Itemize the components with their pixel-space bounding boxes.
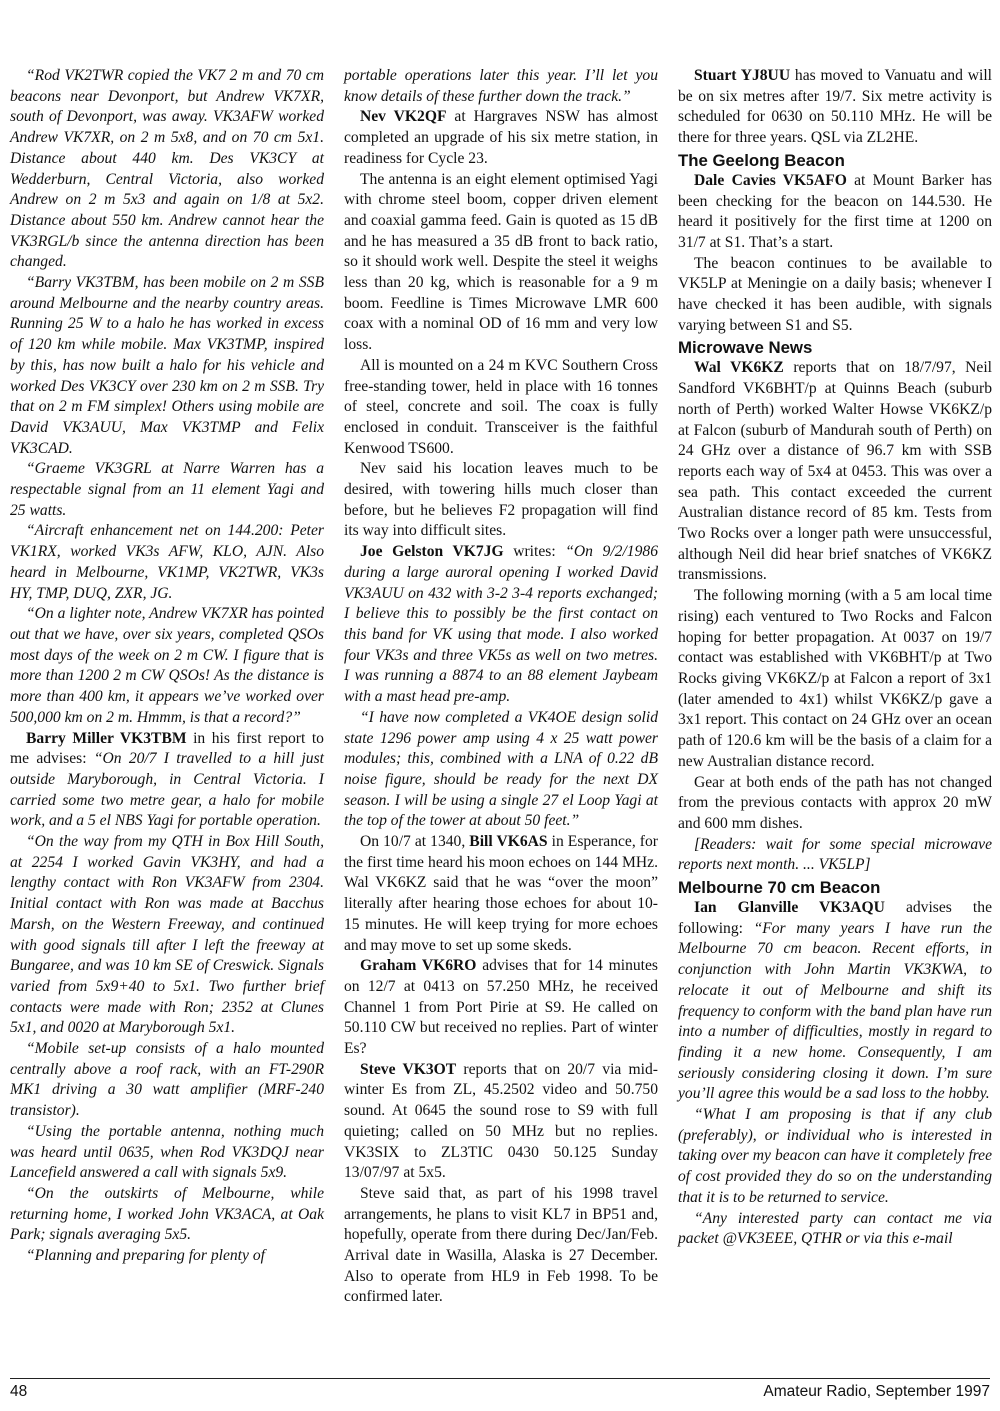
paragraph-text: at Mount Barker has been checking for the beacon on 144.530. He heard it positively for the first time at 1200 on 31/7 at S1. That’s a start. — [678, 171, 992, 251]
paragraph-text: in his first report to me advises: — [10, 729, 324, 768]
paragraph — [344, 832, 658, 956]
magazine-issue: Amateur Radio, September 1997 — [763, 1383, 990, 1400]
paragraph: The following morning (with a 5 am local time rising) each ventured to Two Rocks and Falcon hoping for better propagation. At 0037 on 19/7 contact was established with VK6BHT/p at Two Rocks giving VK6KZ/p at Falcon a report of 3x1 (later amended to 4x1) whilst VK6KZ/p gave a 3x1 report. This contact on 24 GHz over an ocean path of 120.6 km will be the basis of a claim for a new Australian distance record. — [678, 587, 992, 770]
paragraph — [678, 898, 992, 1105]
paragraph-text: at Hargraves NSW has almost completed an upgrade of his six metre station, in readiness for Cycle 23. — [344, 108, 658, 167]
paragraph: “Barry VK3TBM, has been mobile on 2 m SSB around Melbourne and the nearby country areas. Running 25 W to a halo he has worked in excess of 120 km while mobile. Max VK3TMP, inspired by this, has now built a halo for his vehicle and worked Des VK3CY over 230 km on 2 m SSB. Try that on 2 m FM simplex! Others using mobile are David VK3AUU, Max VK3TMP and Felix VK3CAD. — [10, 274, 324, 457]
operator-name: Stuart YJ8UU — [694, 67, 791, 84]
paragraph: “I have now completed a VK4OE design solid state 1296 power amp using 4 x 25 watt power modules; this, combined with a LNA of 0.22 dB noise figure, should be ready for the next DX season. I will be using a single 27 el Loop Yagi at the top of the tower at about 50 feet.” — [344, 708, 658, 830]
paragraph-text: reports that on 20/7 via mid-winter Es from ZL, 45.2502 video and 50.750 sound. At 0645 the sound rose to S9 with full quieting; called on 50 MHz but no replies. VK3SIX to ZL3TIC 0430 50.125 Sunday 13/07/97 at 5x5. — [344, 1060, 658, 1182]
paragraph: Steve said that, as part of his 1998 travel arrangements, he plans to visit KL7 in BP51 and, hopefully, operate from there during Dec/Jan/Feb. Arrival date in Wasilla, Alaska is 27 December. Also to operate from HL9 in Feb 1998. To be confirmed later. — [344, 1184, 658, 1306]
paragraph: “Planning and preparing for plenty of — [26, 1247, 265, 1265]
paragraph: All is mounted on a 24 m KVC Southern Cross free-standing tower, held in place with 16 tonnes of steel, concrete and soil. The coax is fully enclosed in conduit. Transceiver is the faithful Kenwood TS600. — [344, 356, 658, 457]
section-heading-geelong-beacon: The Geelong Beacon — [678, 150, 845, 170]
paragraph — [344, 956, 658, 1060]
paragraph-text: On 10/7 at 1340, — [360, 833, 470, 851]
paragraph — [678, 171, 992, 254]
operator-name: Graham VK6RO — [360, 957, 477, 975]
operator-name: Steve VK3OT — [360, 1060, 457, 1078]
operator-name: Barry Miller VK3TBM — [26, 729, 187, 747]
operator-name: Wal VK6KZ — [694, 359, 784, 377]
paragraph — [678, 66, 992, 149]
section-heading-melbourne-beacon: Melbourne 70 cm Beacon — [678, 878, 881, 898]
paragraph-text: advises the following: — [678, 899, 992, 937]
editor-note: [Readers: wait for some special microwave reports next month. ... VK5LP] — [678, 835, 992, 874]
paragraph: “On the outskirts of Melbourne, while returning home, I worked John VK3ACA, at Oak Park; signals averaging 5x5. — [10, 1184, 324, 1244]
operator-name: Dale Cavies VK5AFO — [694, 171, 847, 189]
paragraph: Gear at both ends of the path has not changed from the previous contacts with approx 20 mW and 600 mm dishes. — [678, 773, 992, 832]
operator-name: Bill VK6AS — [469, 833, 548, 851]
paragraph: “On the way from my QTH in Box Hill South, at 2254 I worked Gavin VK3HY, and had a lengthy contact with Ron VK3AFW from 2304. Initial contact with Ron was made at Bacchus Marsh, on the Western Freeway, and continued with good signals till after I left the freeway at Bungaree, and was 10 km SE of Creswick. Signals varied from 5x9+40 to 5x1. Two further brief contacts were made with Ron; 2352 at Clunes 5x1, and 0020 at Maryborough 5x1. — [10, 833, 324, 1037]
paragraph-text: in Esperance, for the first time heard his moon echoes on 144 MHz. Wal VK6KZ said that he was “over the moon” literally after hearing those echoes for about 10-15 minutes. He will keep trying for more echoes and may move to set up some skeds. — [344, 833, 658, 954]
paragraph — [344, 1060, 658, 1184]
paragraph — [344, 542, 658, 708]
paragraph: “Rod VK2TWR copied the VK7 2 m and 70 cm beacons near Devonport, but Andrew VK7XR, south of Devonport, was away. VK3AFW worked Andrew VK7XR, on 2 m 5x8, and on 70 cm 5x1. Distance about 440 km. Des VK3CY at Wedderburn, Central Victoria, also worked Andrew on 2 m 5x3 and again on 1/8 at 5x2. Distance about 550 km. Andrew cannot hear the VK3RGL/b since the antenna direction has been changed. — [10, 67, 324, 271]
article-column-2 — [344, 66, 658, 1308]
paragraph: “What I am proposing is that if any club (preferably), or individual who is interested in taking over my beacon can have it completely free of cost provided they do so on the understanding that it is to be returned to service. — [678, 1106, 992, 1206]
section-heading-microwave-news: Microwave News — [678, 338, 813, 358]
paragraph — [10, 729, 324, 833]
paragraph — [678, 358, 992, 586]
operator-name: Ian Glanville VK3AQU — [694, 899, 885, 917]
operator-name: Joe Gelston VK7JG — [360, 543, 504, 561]
paragraph: The antenna is an eight element optimised Yagi with chrome steel boom, copper driven element and coaxial gamma feed. Gain is quoted as 15 dB and he has measured a 35 dB front to back ratio, so it should work well. Despite the steel it weighs less than 20 kg, which is reasonable for a 9 m boom. Feedline is Times Microwave LMR 600 coax with a nominal OD of 16 mm and very low loss. — [344, 170, 658, 354]
paragraph — [344, 107, 658, 169]
quote-text: “On 20/7 I travelled to a hill just outside Maryborough, in Central Victoria. I carried some two metre gear, a halo for mobile work, and a 5 el NBS Yagi for portable operation. — [10, 750, 324, 830]
paragraph: “Mobile set-up consists of a halo mounted centrally above a roof rack, with an FT-290R MK1 driving a 30 watt amplifier (MRF-240 transistor). — [10, 1040, 324, 1120]
paragraph: portable operations later this year. I’ll let you know details of these further down the track.” — [344, 67, 658, 105]
paragraph-text: has moved to Vanuatu and will be on six metres after 19/7. Six metre activity is scheduled for 0630 on 50.110 MHz. He will be there for three years. QSL via ZL2HE. — [678, 67, 992, 147]
paragraph-text: writes: — [503, 543, 566, 561]
page-number: 48 — [10, 1383, 28, 1400]
paragraph-text: reports that on 18/7/97, Neil Sandford VK6BHT/p at Quinns Beach (suburb north of Perth) worked Walter Howse VK6KZ/p at Falcon (suburb of Mandurah south of Perth) on 24 GHz over a distance of 96.7 km with SSB reports each way of 5x4 at 0453. This was over a sea path. This contact exceeded the current Australian distance record of 85 km. Tests from Two Rocks over a longer path were unsuccessful, although Neil did hear brief snatches of VK6KZ transmissions. — [678, 359, 992, 584]
quote-text: “On 9/2/1986 during a large auroral opening I worked David VK3AUU on 432 with 3-2 3-4 reports exchanged; I believe this to possibly be the first contact on this band for VK using that mode. I also worked four VK3s and three VK5s as well on two metres. I was running a 8874 to an 88 element Jaybeam with a mast head pre-amp. — [344, 543, 658, 706]
article-column-1 — [10, 66, 324, 1267]
paragraph: “Any interested party can contact me via packet @VK3EEE, QTHR or via this e-mail — [678, 1209, 992, 1248]
paragraph: “Using the portable antenna, nothing much was heard until 0635, when Rod VK3DQJ near Lancefield answered a call with signals 5x9. — [10, 1122, 324, 1182]
footer-divider — [10, 1378, 990, 1379]
article-column-3 — [678, 66, 992, 1250]
paragraph: The beacon continues to be available to VK5LP at Meningie on a daily basis; whenever I have checked it has been audible, with signals varying between S1 and S5. — [678, 254, 992, 334]
paragraph: Nev said his location leaves much to be desired, with towering hills much closer than before, but he believes F2 propagation will find its way into difficult sites. — [344, 460, 658, 540]
quote-text: “For many years I have run the Melbourne 70 cm beacon. Recent efforts, in conjunction with John Martin VK3KWA, to relocate it out of Melbourne and shift its frequency to conform with the band plan have run into a number of difficulties, mostly in regard to finding it a new home. Consequently, I am seriously considering closing it down. I’m sure you’ll agree this would be a sad loss to the hobby. — [678, 919, 992, 1103]
operator-name: Nev VK2QF — [360, 108, 447, 126]
paragraph: “Aircraft enhancement net on 144.200: Peter VK1RX, worked VK3s AFW, KLO, AJN. Also heard in Melbourne, VK1MP, VK2TWR, VK3s HY, TMP, DUQ, ZXR, JG. — [10, 522, 324, 602]
paragraph: “Graeme VK3GRL at Narre Warren has a respectable signal from an 11 element Yagi and 25 watts. — [10, 460, 324, 519]
paragraph: “On a lighter note, Andrew VK7XR has pointed out that we have, over six years, completed QSOs most days of the week on 2 m CW. I figure that is more than 1200 2 m CW QSOs! As the distance is more than 400 km, it appears we’ve worked over 500,000 km on 2 m. Hmmm, is that a record?” — [10, 605, 325, 726]
paragraph-text: advises that for 14 minutes on 12/7 at 0413 on 57.250 MHz, he received Channel 1 from Port Pirie at S9. He called on 50.110 CW but received no replies. Part of winter Es? — [344, 957, 658, 1058]
